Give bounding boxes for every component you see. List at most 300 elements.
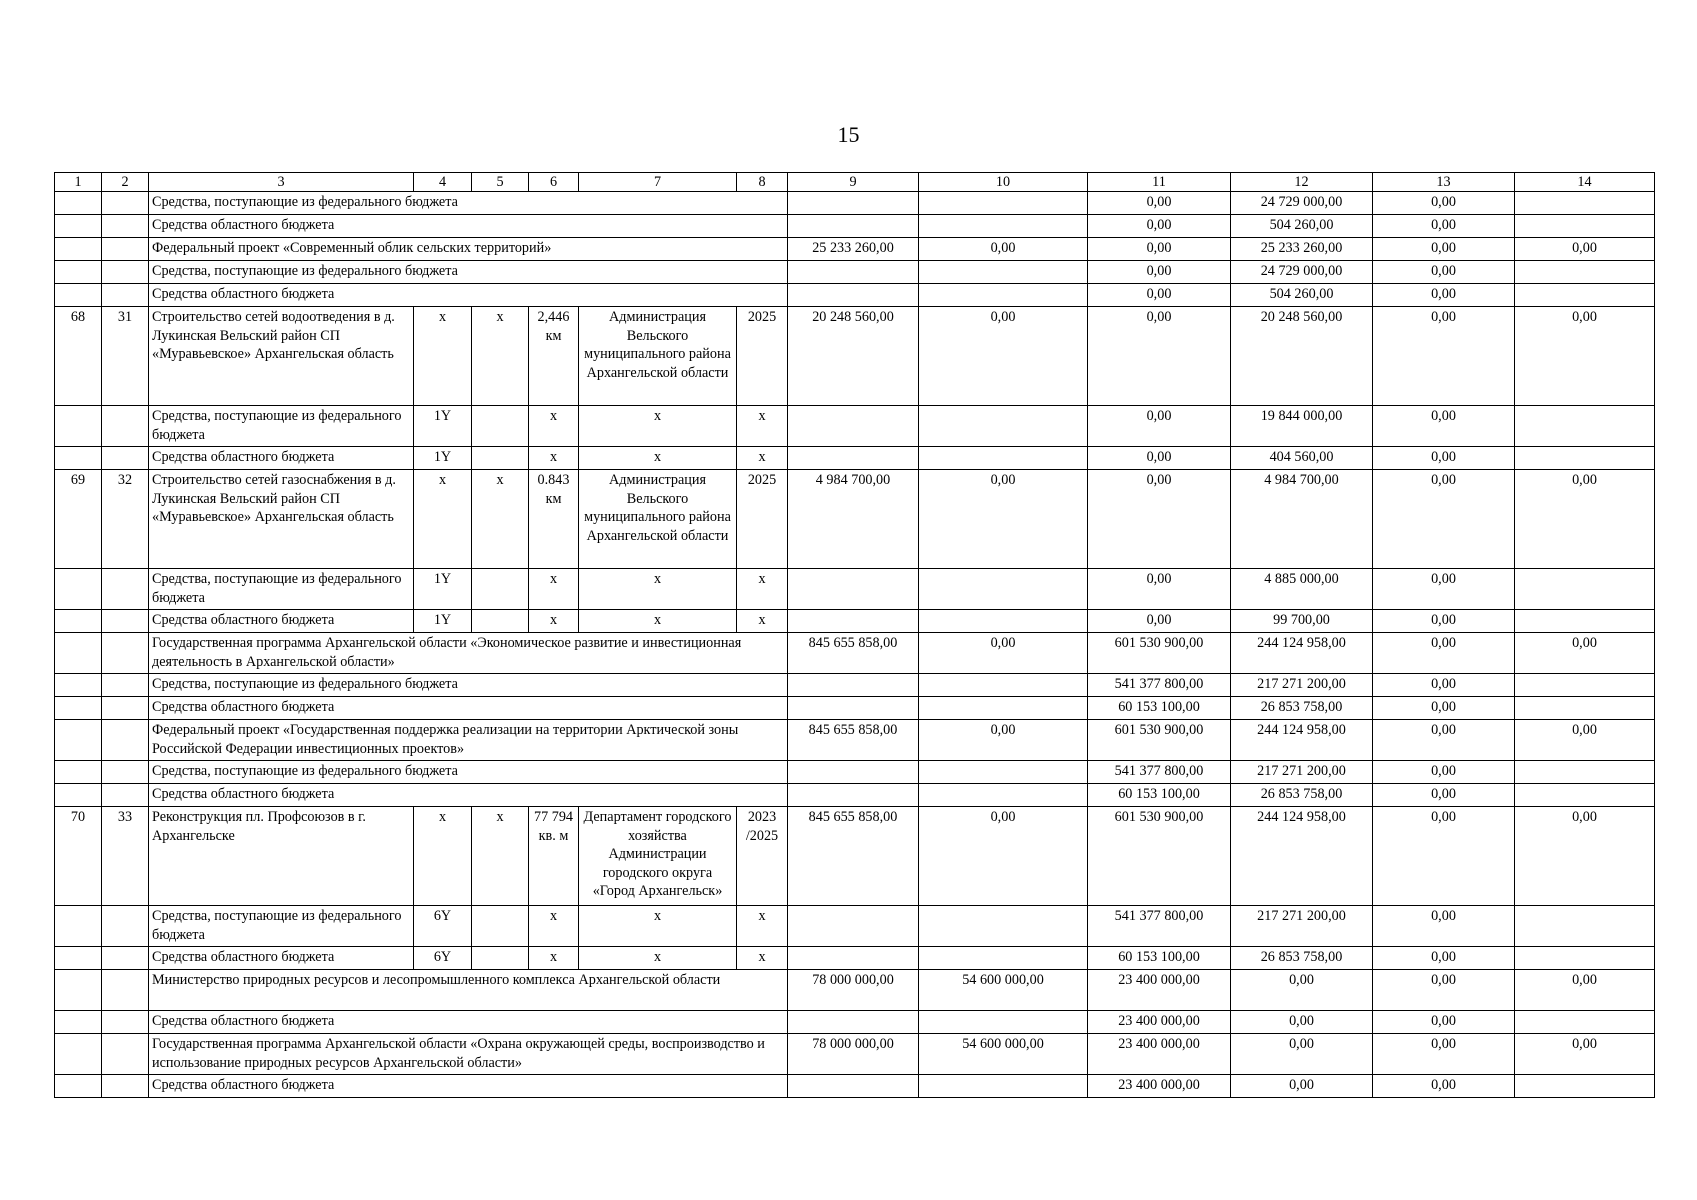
amount-col-11: 0,00 <box>1088 569 1231 610</box>
header-cell: 8 <box>737 173 788 192</box>
amount-col-10 <box>919 447 1088 470</box>
responsible-body: Департамент городского хозяйства Администрации городского округа «Город Архангельск» <box>579 807 737 906</box>
amount-col-13: 0,00 <box>1373 633 1515 674</box>
amount-col-11: 0,00 <box>1088 610 1231 633</box>
capacity: 77 794 кв. м <box>529 807 579 906</box>
table-row <box>55 447 1655 470</box>
cell-col-5: х <box>472 307 529 406</box>
header-cell: 2 <box>102 173 149 192</box>
cell-col-7: х <box>579 947 737 970</box>
amount-col-14 <box>1515 569 1655 610</box>
row-description: Государственная программа Архангельской области «Охрана окружающей среды, воспроизводство и использование природных ресурсов Архангельской области» <box>149 1034 788 1075</box>
amount-col-12: 504 260,00 <box>1231 215 1373 238</box>
code: 1Y <box>414 447 472 470</box>
table-row <box>55 1075 1655 1098</box>
object-number: 32 <box>102 470 149 569</box>
row-number: 69 <box>55 470 102 569</box>
amount-col-10: 0,00 <box>919 720 1088 761</box>
row-description: Средства областного бюджета <box>149 215 788 238</box>
cell-col-1 <box>55 970 102 1011</box>
cell-col-2 <box>102 238 149 261</box>
amount-col-12: 0,00 <box>1231 970 1373 1011</box>
amount-col-11: 0,00 <box>1088 307 1231 406</box>
amount-col-12: 26 853 758,00 <box>1231 784 1373 807</box>
amount-col-10 <box>919 906 1088 947</box>
cell-col-2 <box>102 720 149 761</box>
cell-col-2 <box>102 610 149 633</box>
amount-col-13: 0,00 <box>1373 406 1515 447</box>
table-row <box>55 674 1655 697</box>
cell-col-1 <box>55 284 102 307</box>
cell-col-1 <box>55 238 102 261</box>
years: 2025 <box>737 307 788 406</box>
table-row <box>55 784 1655 807</box>
funding-source: Средства областного бюджета <box>149 610 414 633</box>
amount-col-11: 23 400 000,00 <box>1088 970 1231 1011</box>
header-cell: 4 <box>414 173 472 192</box>
amount-col-13: 0,00 <box>1373 261 1515 284</box>
amount-col-14 <box>1515 906 1655 947</box>
header-cell: 5 <box>472 173 529 192</box>
cell-col-7: х <box>579 406 737 447</box>
row-description: Средства областного бюджета <box>149 1075 788 1098</box>
amount-col-14 <box>1515 947 1655 970</box>
amount-col-11: 541 377 800,00 <box>1088 906 1231 947</box>
amount-col-12: 26 853 758,00 <box>1231 947 1373 970</box>
cell-col-2 <box>102 947 149 970</box>
cell-col-1 <box>55 761 102 784</box>
object-name: Строительство сетей газоснабжения в д. Лукинская Вельский район СП «Муравьевское» Архангельская область <box>149 470 414 569</box>
row-description: Федеральный проект «Современный облик сельских территорий» <box>149 238 788 261</box>
row-description: Средства областного бюджета <box>149 284 788 307</box>
cell-col-2 <box>102 906 149 947</box>
amount-col-12: 26 853 758,00 <box>1231 697 1373 720</box>
amount-col-10 <box>919 1075 1088 1098</box>
cell-col-5 <box>472 947 529 970</box>
cell-col-2 <box>102 406 149 447</box>
row-description: Средства, поступающие из федерального бюджета <box>149 261 788 284</box>
amount-col-14 <box>1515 215 1655 238</box>
amount-col-13: 0,00 <box>1373 238 1515 261</box>
header-cell: 14 <box>1515 173 1655 192</box>
cell-col-1 <box>55 906 102 947</box>
funding-source: Средства, поступающие из федерального бюджета <box>149 906 414 947</box>
amount-col-11: 23 400 000,00 <box>1088 1011 1231 1034</box>
cell-col-1 <box>55 406 102 447</box>
cell-col-2 <box>102 284 149 307</box>
amount-col-10: 54 600 000,00 <box>919 970 1088 1011</box>
table-row <box>55 610 1655 633</box>
amount-col-10 <box>919 406 1088 447</box>
cell-col-1 <box>55 1075 102 1098</box>
cell-col-1 <box>55 784 102 807</box>
funding-source: Средства областного бюджета <box>149 447 414 470</box>
cell-col-2 <box>102 761 149 784</box>
cell-col-4: х <box>414 307 472 406</box>
cell-col-5: х <box>472 470 529 569</box>
amount-col-13: 0,00 <box>1373 215 1515 238</box>
cell-col-2 <box>102 192 149 215</box>
row-description: Средства, поступающие из федерального бюджета <box>149 674 788 697</box>
amount-col-10 <box>919 192 1088 215</box>
amount-col-9: 25 233 260,00 <box>788 238 919 261</box>
amount-col-9 <box>788 761 919 784</box>
row-description: Федеральный проект «Государственная поддержка реализации на территории Арктической зоны Российской Федерации инвестиционных проектов» <box>149 720 788 761</box>
table-row <box>55 1011 1655 1034</box>
amount-col-9 <box>788 284 919 307</box>
cell-col-5 <box>472 406 529 447</box>
object-number: 31 <box>102 307 149 406</box>
funding-source: Средства, поступающие из федерального бюджета <box>149 406 414 447</box>
amount-col-11: 0,00 <box>1088 215 1231 238</box>
amount-col-13: 0,00 <box>1373 674 1515 697</box>
amount-col-12: 20 248 560,00 <box>1231 307 1373 406</box>
cell-col-6: х <box>529 406 579 447</box>
amount-col-11: 0,00 <box>1088 470 1231 569</box>
amount-col-10 <box>919 947 1088 970</box>
row-description: Министерство природных ресурсов и лесопромышленного комплекса Архангельской области <box>149 970 788 1011</box>
table-row <box>55 569 1655 610</box>
amount-col-14 <box>1515 406 1655 447</box>
cell-col-2 <box>102 1075 149 1098</box>
amount-col-10: 0,00 <box>919 633 1088 674</box>
amount-col-11: 0,00 <box>1088 238 1231 261</box>
table-row <box>55 470 1655 569</box>
amount-col-10 <box>919 761 1088 784</box>
amount-col-14 <box>1515 192 1655 215</box>
header-cell: 1 <box>55 173 102 192</box>
amount-col-13: 0,00 <box>1373 784 1515 807</box>
cell-col-8: х <box>737 406 788 447</box>
amount-col-9: 845 655 858,00 <box>788 720 919 761</box>
table-row <box>55 633 1655 674</box>
amount-col-13: 0,00 <box>1373 610 1515 633</box>
table-row <box>55 906 1655 947</box>
header-cell: 12 <box>1231 173 1373 192</box>
cell-col-6: х <box>529 947 579 970</box>
code: 1Y <box>414 406 472 447</box>
amount-col-9 <box>788 697 919 720</box>
amount-col-12: 4 885 000,00 <box>1231 569 1373 610</box>
amount-col-13: 0,00 <box>1373 1011 1515 1034</box>
amount-col-14 <box>1515 761 1655 784</box>
amount-col-13: 0,00 <box>1373 970 1515 1011</box>
table-row <box>55 284 1655 307</box>
code: 6Y <box>414 947 472 970</box>
amount-col-10 <box>919 610 1088 633</box>
amount-col-10 <box>919 284 1088 307</box>
funding-source: Средства областного бюджета <box>149 947 414 970</box>
amount-col-10: 0,00 <box>919 470 1088 569</box>
cell-col-4: х <box>414 807 472 906</box>
budget-table <box>54 172 1655 1098</box>
cell-col-1 <box>55 610 102 633</box>
code: 1Y <box>414 610 472 633</box>
cell-col-4: х <box>414 470 472 569</box>
row-number: 70 <box>55 807 102 906</box>
amount-col-13: 0,00 <box>1373 284 1515 307</box>
amount-col-13: 0,00 <box>1373 470 1515 569</box>
amount-col-11: 0,00 <box>1088 192 1231 215</box>
cell-col-1 <box>55 1034 102 1075</box>
amount-col-14 <box>1515 697 1655 720</box>
cell-col-1 <box>55 192 102 215</box>
table-row <box>55 1034 1655 1075</box>
amount-col-13: 0,00 <box>1373 307 1515 406</box>
row-description: Средства областного бюджета <box>149 1011 788 1034</box>
cell-col-2 <box>102 569 149 610</box>
amount-col-10 <box>919 697 1088 720</box>
amount-col-9 <box>788 406 919 447</box>
amount-col-9 <box>788 447 919 470</box>
cell-col-2 <box>102 447 149 470</box>
amount-col-9: 4 984 700,00 <box>788 470 919 569</box>
cell-col-6: х <box>529 569 579 610</box>
amount-col-12: 244 124 958,00 <box>1231 720 1373 761</box>
amount-col-9: 78 000 000,00 <box>788 970 919 1011</box>
years: 2023 /2025 <box>737 807 788 906</box>
amount-col-14: 0,00 <box>1515 470 1655 569</box>
cell-col-1 <box>55 1011 102 1034</box>
amount-col-14: 0,00 <box>1515 633 1655 674</box>
cell-col-1 <box>55 674 102 697</box>
amount-col-11: 601 530 900,00 <box>1088 720 1231 761</box>
responsible-body: Администрация Вельского муниципального района Архангельской области <box>579 307 737 406</box>
cell-col-2 <box>102 784 149 807</box>
cell-col-8: х <box>737 906 788 947</box>
amount-col-11: 60 153 100,00 <box>1088 784 1231 807</box>
amount-col-14: 0,00 <box>1515 307 1655 406</box>
amount-col-13: 0,00 <box>1373 447 1515 470</box>
cell-col-5 <box>472 447 529 470</box>
amount-col-13: 0,00 <box>1373 569 1515 610</box>
header-cell: 6 <box>529 173 579 192</box>
amount-col-13: 0,00 <box>1373 697 1515 720</box>
header-cell: 9 <box>788 173 919 192</box>
amount-col-11: 60 153 100,00 <box>1088 947 1231 970</box>
amount-col-12: 217 271 200,00 <box>1231 906 1373 947</box>
amount-col-9: 78 000 000,00 <box>788 1034 919 1075</box>
amount-col-12: 217 271 200,00 <box>1231 674 1373 697</box>
table-body <box>55 173 1655 1098</box>
page-number: 15 <box>837 122 860 147</box>
amount-col-12: 19 844 000,00 <box>1231 406 1373 447</box>
cell-col-1 <box>55 720 102 761</box>
cell-col-2 <box>102 1011 149 1034</box>
amount-col-11: 60 153 100,00 <box>1088 697 1231 720</box>
years: 2025 <box>737 470 788 569</box>
cell-col-7: х <box>579 610 737 633</box>
amount-col-13: 0,00 <box>1373 906 1515 947</box>
amount-col-12: 0,00 <box>1231 1011 1373 1034</box>
amount-col-9 <box>788 261 919 284</box>
cell-col-8: х <box>737 610 788 633</box>
cell-col-5 <box>472 906 529 947</box>
header-cell: 3 <box>149 173 414 192</box>
amount-col-9 <box>788 906 919 947</box>
amount-col-11: 23 400 000,00 <box>1088 1075 1231 1098</box>
amount-col-10: 0,00 <box>919 807 1088 906</box>
amount-col-14 <box>1515 1075 1655 1098</box>
amount-col-13: 0,00 <box>1373 1075 1515 1098</box>
amount-col-11: 541 377 800,00 <box>1088 674 1231 697</box>
amount-col-9 <box>788 674 919 697</box>
cell-col-8: х <box>737 447 788 470</box>
cell-col-1 <box>55 261 102 284</box>
amount-col-14: 0,00 <box>1515 1034 1655 1075</box>
amount-col-10 <box>919 674 1088 697</box>
cell-col-2 <box>102 674 149 697</box>
amount-col-9 <box>788 1011 919 1034</box>
amount-col-14 <box>1515 261 1655 284</box>
cell-col-2 <box>102 970 149 1011</box>
amount-col-10: 0,00 <box>919 238 1088 261</box>
cell-col-2 <box>102 633 149 674</box>
amount-col-9 <box>788 1075 919 1098</box>
amount-col-10: 0,00 <box>919 307 1088 406</box>
amount-col-14 <box>1515 610 1655 633</box>
amount-col-11: 0,00 <box>1088 261 1231 284</box>
cell-col-8: х <box>737 569 788 610</box>
row-description: Средства, поступающие из федерального бюджета <box>149 192 788 215</box>
cell-col-8: х <box>737 947 788 970</box>
amount-col-13: 0,00 <box>1373 807 1515 906</box>
amount-col-11: 0,00 <box>1088 284 1231 307</box>
cell-col-2 <box>102 697 149 720</box>
amount-col-12: 24 729 000,00 <box>1231 192 1373 215</box>
cell-col-6: х <box>529 610 579 633</box>
cell-col-5 <box>472 569 529 610</box>
amount-col-14: 0,00 <box>1515 807 1655 906</box>
capacity: 2,446 км <box>529 307 579 406</box>
header-cell: 10 <box>919 173 1088 192</box>
amount-col-12: 244 124 958,00 <box>1231 633 1373 674</box>
amount-col-13: 0,00 <box>1373 1034 1515 1075</box>
amount-col-9 <box>788 610 919 633</box>
amount-col-11: 23 400 000,00 <box>1088 1034 1231 1075</box>
cell-col-6: х <box>529 906 579 947</box>
row-description: Средства, поступающие из федерального бюджета <box>149 761 788 784</box>
responsible-body: Администрация Вельского муниципального района Архангельской области <box>579 470 737 569</box>
object-number: 33 <box>102 807 149 906</box>
amount-col-11: 601 530 900,00 <box>1088 807 1231 906</box>
cell-col-7: х <box>579 447 737 470</box>
header-cell: 11 <box>1088 173 1231 192</box>
table-row <box>55 215 1655 238</box>
amount-col-14: 0,00 <box>1515 720 1655 761</box>
cell-col-1 <box>55 947 102 970</box>
funding-source: Средства, поступающие из федерального бюджета <box>149 569 414 610</box>
amount-col-14 <box>1515 284 1655 307</box>
table-row <box>55 261 1655 284</box>
amount-col-9 <box>788 947 919 970</box>
cell-col-1 <box>55 697 102 720</box>
amount-col-13: 0,00 <box>1373 761 1515 784</box>
header-cell: 13 <box>1373 173 1515 192</box>
object-name: Реконструкция пл. Профсоюзов в г. Архангельске <box>149 807 414 906</box>
object-name: Строительство сетей водоотведения в д. Лукинская Вельский район СП «Муравьевское» Архангельская область <box>149 307 414 406</box>
amount-col-12: 404 560,00 <box>1231 447 1373 470</box>
amount-col-9: 845 655 858,00 <box>788 633 919 674</box>
amount-col-10 <box>919 569 1088 610</box>
amount-col-14 <box>1515 674 1655 697</box>
row-description: Средства областного бюджета <box>149 697 788 720</box>
amount-col-9: 20 248 560,00 <box>788 307 919 406</box>
amount-col-11: 541 377 800,00 <box>1088 761 1231 784</box>
cell-col-5 <box>472 610 529 633</box>
cell-col-2 <box>102 261 149 284</box>
amount-col-11: 601 530 900,00 <box>1088 633 1231 674</box>
row-description: Государственная программа Архангельской области «Экономическое развитие и инвестиционная деятельность в Архангельской области» <box>149 633 788 674</box>
cell-col-7: х <box>579 569 737 610</box>
cell-col-7: х <box>579 906 737 947</box>
cell-col-6: х <box>529 447 579 470</box>
table-row <box>55 238 1655 261</box>
cell-col-1 <box>55 447 102 470</box>
table-row <box>55 406 1655 447</box>
amount-col-11: 0,00 <box>1088 406 1231 447</box>
cell-col-1 <box>55 215 102 238</box>
table-row <box>55 720 1655 761</box>
amount-col-13: 0,00 <box>1373 947 1515 970</box>
amount-col-12: 4 984 700,00 <box>1231 470 1373 569</box>
amount-col-10 <box>919 215 1088 238</box>
amount-col-14: 0,00 <box>1515 970 1655 1011</box>
amount-col-9 <box>788 784 919 807</box>
amount-col-12: 24 729 000,00 <box>1231 261 1373 284</box>
cell-col-2 <box>102 215 149 238</box>
amount-col-12: 244 124 958,00 <box>1231 807 1373 906</box>
amount-col-9 <box>788 192 919 215</box>
capacity: 0.843 км <box>529 470 579 569</box>
row-number: 68 <box>55 307 102 406</box>
amount-col-9: 845 655 858,00 <box>788 807 919 906</box>
header-row <box>55 173 1655 192</box>
amount-col-12: 504 260,00 <box>1231 284 1373 307</box>
cell-col-2 <box>102 1034 149 1075</box>
amount-col-12: 217 271 200,00 <box>1231 761 1373 784</box>
amount-col-11: 0,00 <box>1088 447 1231 470</box>
table-row <box>55 947 1655 970</box>
amount-col-10: 54 600 000,00 <box>919 1034 1088 1075</box>
table-row <box>55 192 1655 215</box>
table-row <box>55 970 1655 1011</box>
cell-col-1 <box>55 569 102 610</box>
row-description: Средства областного бюджета <box>149 784 788 807</box>
amount-col-14 <box>1515 784 1655 807</box>
amount-col-14 <box>1515 447 1655 470</box>
amount-col-13: 0,00 <box>1373 192 1515 215</box>
code: 1Y <box>414 569 472 610</box>
cell-col-1 <box>55 633 102 674</box>
amount-col-10 <box>919 784 1088 807</box>
amount-col-13: 0,00 <box>1373 720 1515 761</box>
table-row <box>55 761 1655 784</box>
table-row <box>55 697 1655 720</box>
cell-col-5: х <box>472 807 529 906</box>
amount-col-14 <box>1515 1011 1655 1034</box>
amount-col-9 <box>788 215 919 238</box>
amount-col-10 <box>919 261 1088 284</box>
amount-col-10 <box>919 1011 1088 1034</box>
amount-col-12: 0,00 <box>1231 1075 1373 1098</box>
amount-col-12: 99 700,00 <box>1231 610 1373 633</box>
code: 6Y <box>414 906 472 947</box>
table-row <box>55 807 1655 906</box>
amount-col-9 <box>788 569 919 610</box>
table-row <box>55 307 1655 406</box>
amount-col-14: 0,00 <box>1515 238 1655 261</box>
